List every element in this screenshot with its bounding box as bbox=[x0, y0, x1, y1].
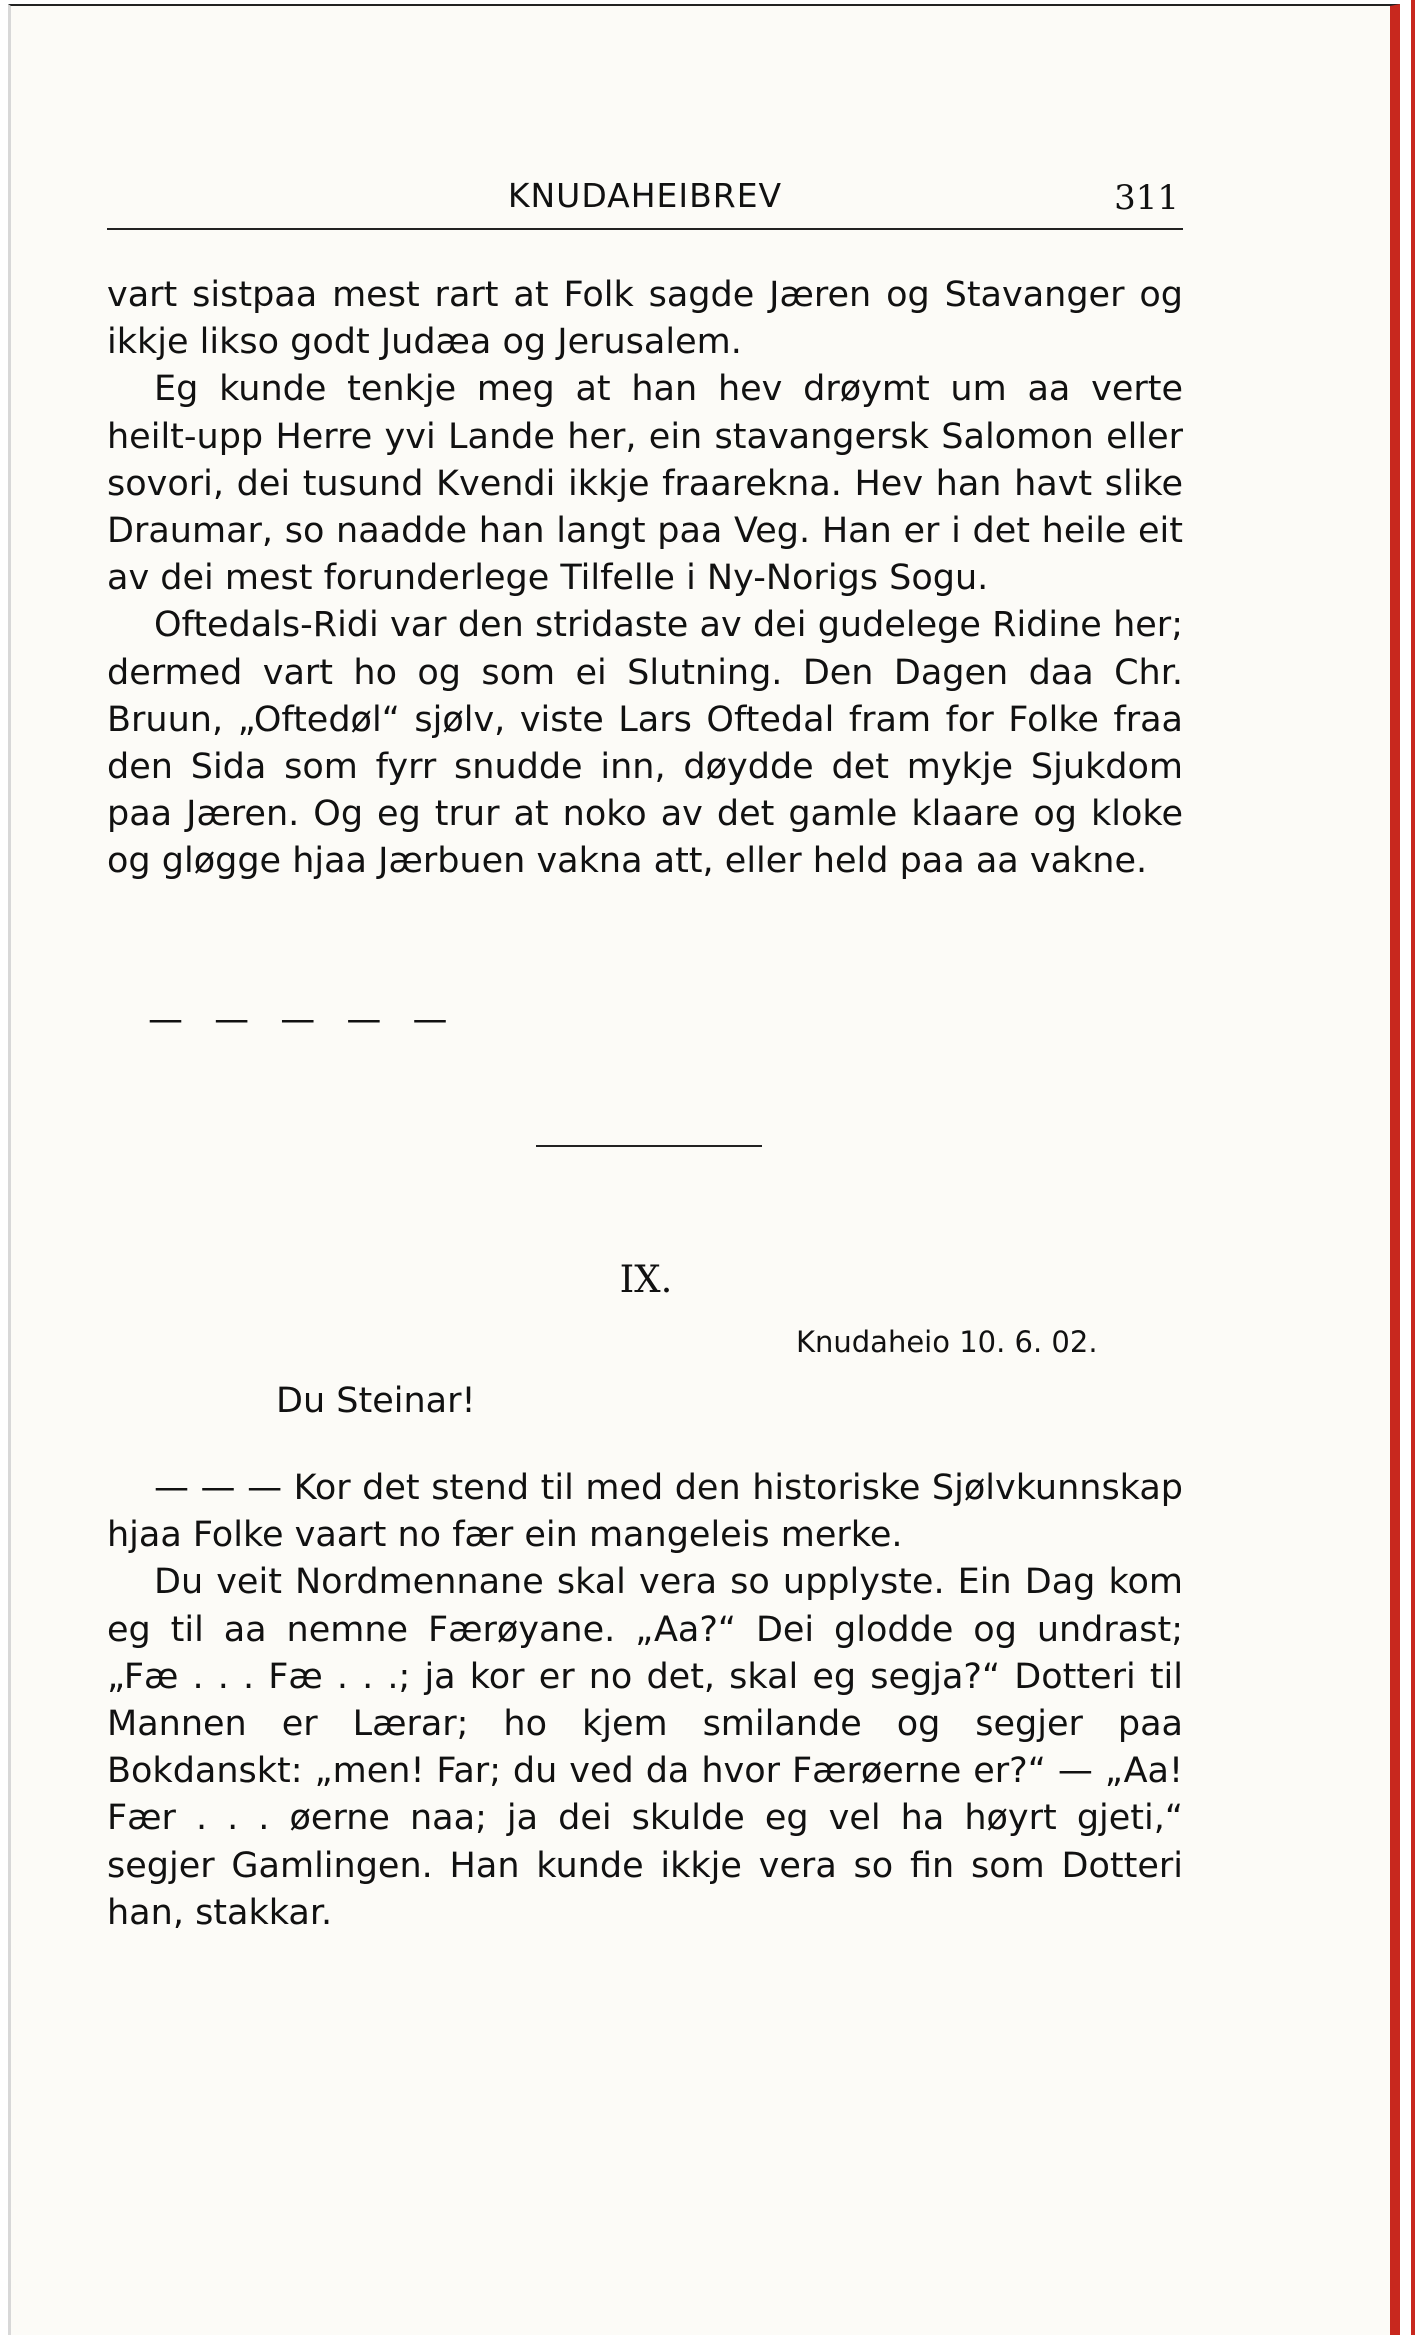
paragraph: Eg kunde tenkje meg at han hev drøymt um aa verte heilt-upp Herre yvi Lande her, ein stavangersk Salomon eller sovori, dei tusund Kvendi ikkje fraarekna. Hev han havt slike Draumar, so naadde han langt paa Veg. Han er i det heile eit av dei mest forunderlege Tilfelle i Ny-Norigs Sogu. bbox=[107, 369, 1183, 599]
closing-dashes: — — — — — bbox=[148, 1000, 458, 1040]
paragraph: vart sistpaa mest rart at Folk sagde Jæren og Stavanger og ikkje likso godt Judæa og Jerusalem. bbox=[107, 275, 1183, 363]
paragraph: — — — Kor det stend til med den historiske Sjølvkunnskap hjaa Folke vaart no fær ein mangeleis merke. bbox=[107, 1468, 1183, 1556]
running-title: KNUDAHEIBREV bbox=[507, 176, 783, 215]
page-edge bbox=[1411, 0, 1415, 2335]
section-number: IX. bbox=[619, 1258, 673, 1301]
letter-salutation: Du Steinar! bbox=[276, 1381, 476, 1421]
page-number: 311 bbox=[1114, 178, 1179, 218]
letter-dateline: Knudaheio 10. 6. 02. bbox=[796, 1325, 1098, 1359]
page-header bbox=[107, 176, 1183, 230]
section-separator bbox=[536, 1145, 762, 1147]
paragraph: Du veit Nordmennane skal vera so upplyste. Ein Dag kom eg til aa nemne Færøyane. „Aa?“ Dei glodde og undrast; „Fæ . . . Fæ . . .; ja kor er no det, skal eg segja?“ Dotteri til Mannen er Lærar; ho kjem smilande og segjer paa Bokdanskt: „men! Far; du ved da hvor Færøerne er?“ — „Aa! Fær . . . øerne naa; ja dei skulde eg vel ha høyrt gjeti,“ segjer Gamlingen. Han kunde ikkje vera so fin som Dotteri han, stakkar. bbox=[107, 1562, 1183, 1933]
section-two-text bbox=[107, 1465, 1183, 1937]
paragraph: Oftedals-Ridi var den stridaste av dei gudelege Ridine her; dermed vart ho og som ei Slutning. Den Dagen daa Chr. Bruun, „Oftedøl“ sjølv, viste Lars Oftedal fram for Folke fraa den Sida som fyrr snudde inn, døydde det mykje Sjukdom paa Jæren. Og eg trur at noko av det gamle klaare og kloke og gløgge hjaa Jærbuen vakna att, eller held paa aa vakne. bbox=[107, 605, 1183, 882]
section-one-text bbox=[107, 272, 1183, 886]
